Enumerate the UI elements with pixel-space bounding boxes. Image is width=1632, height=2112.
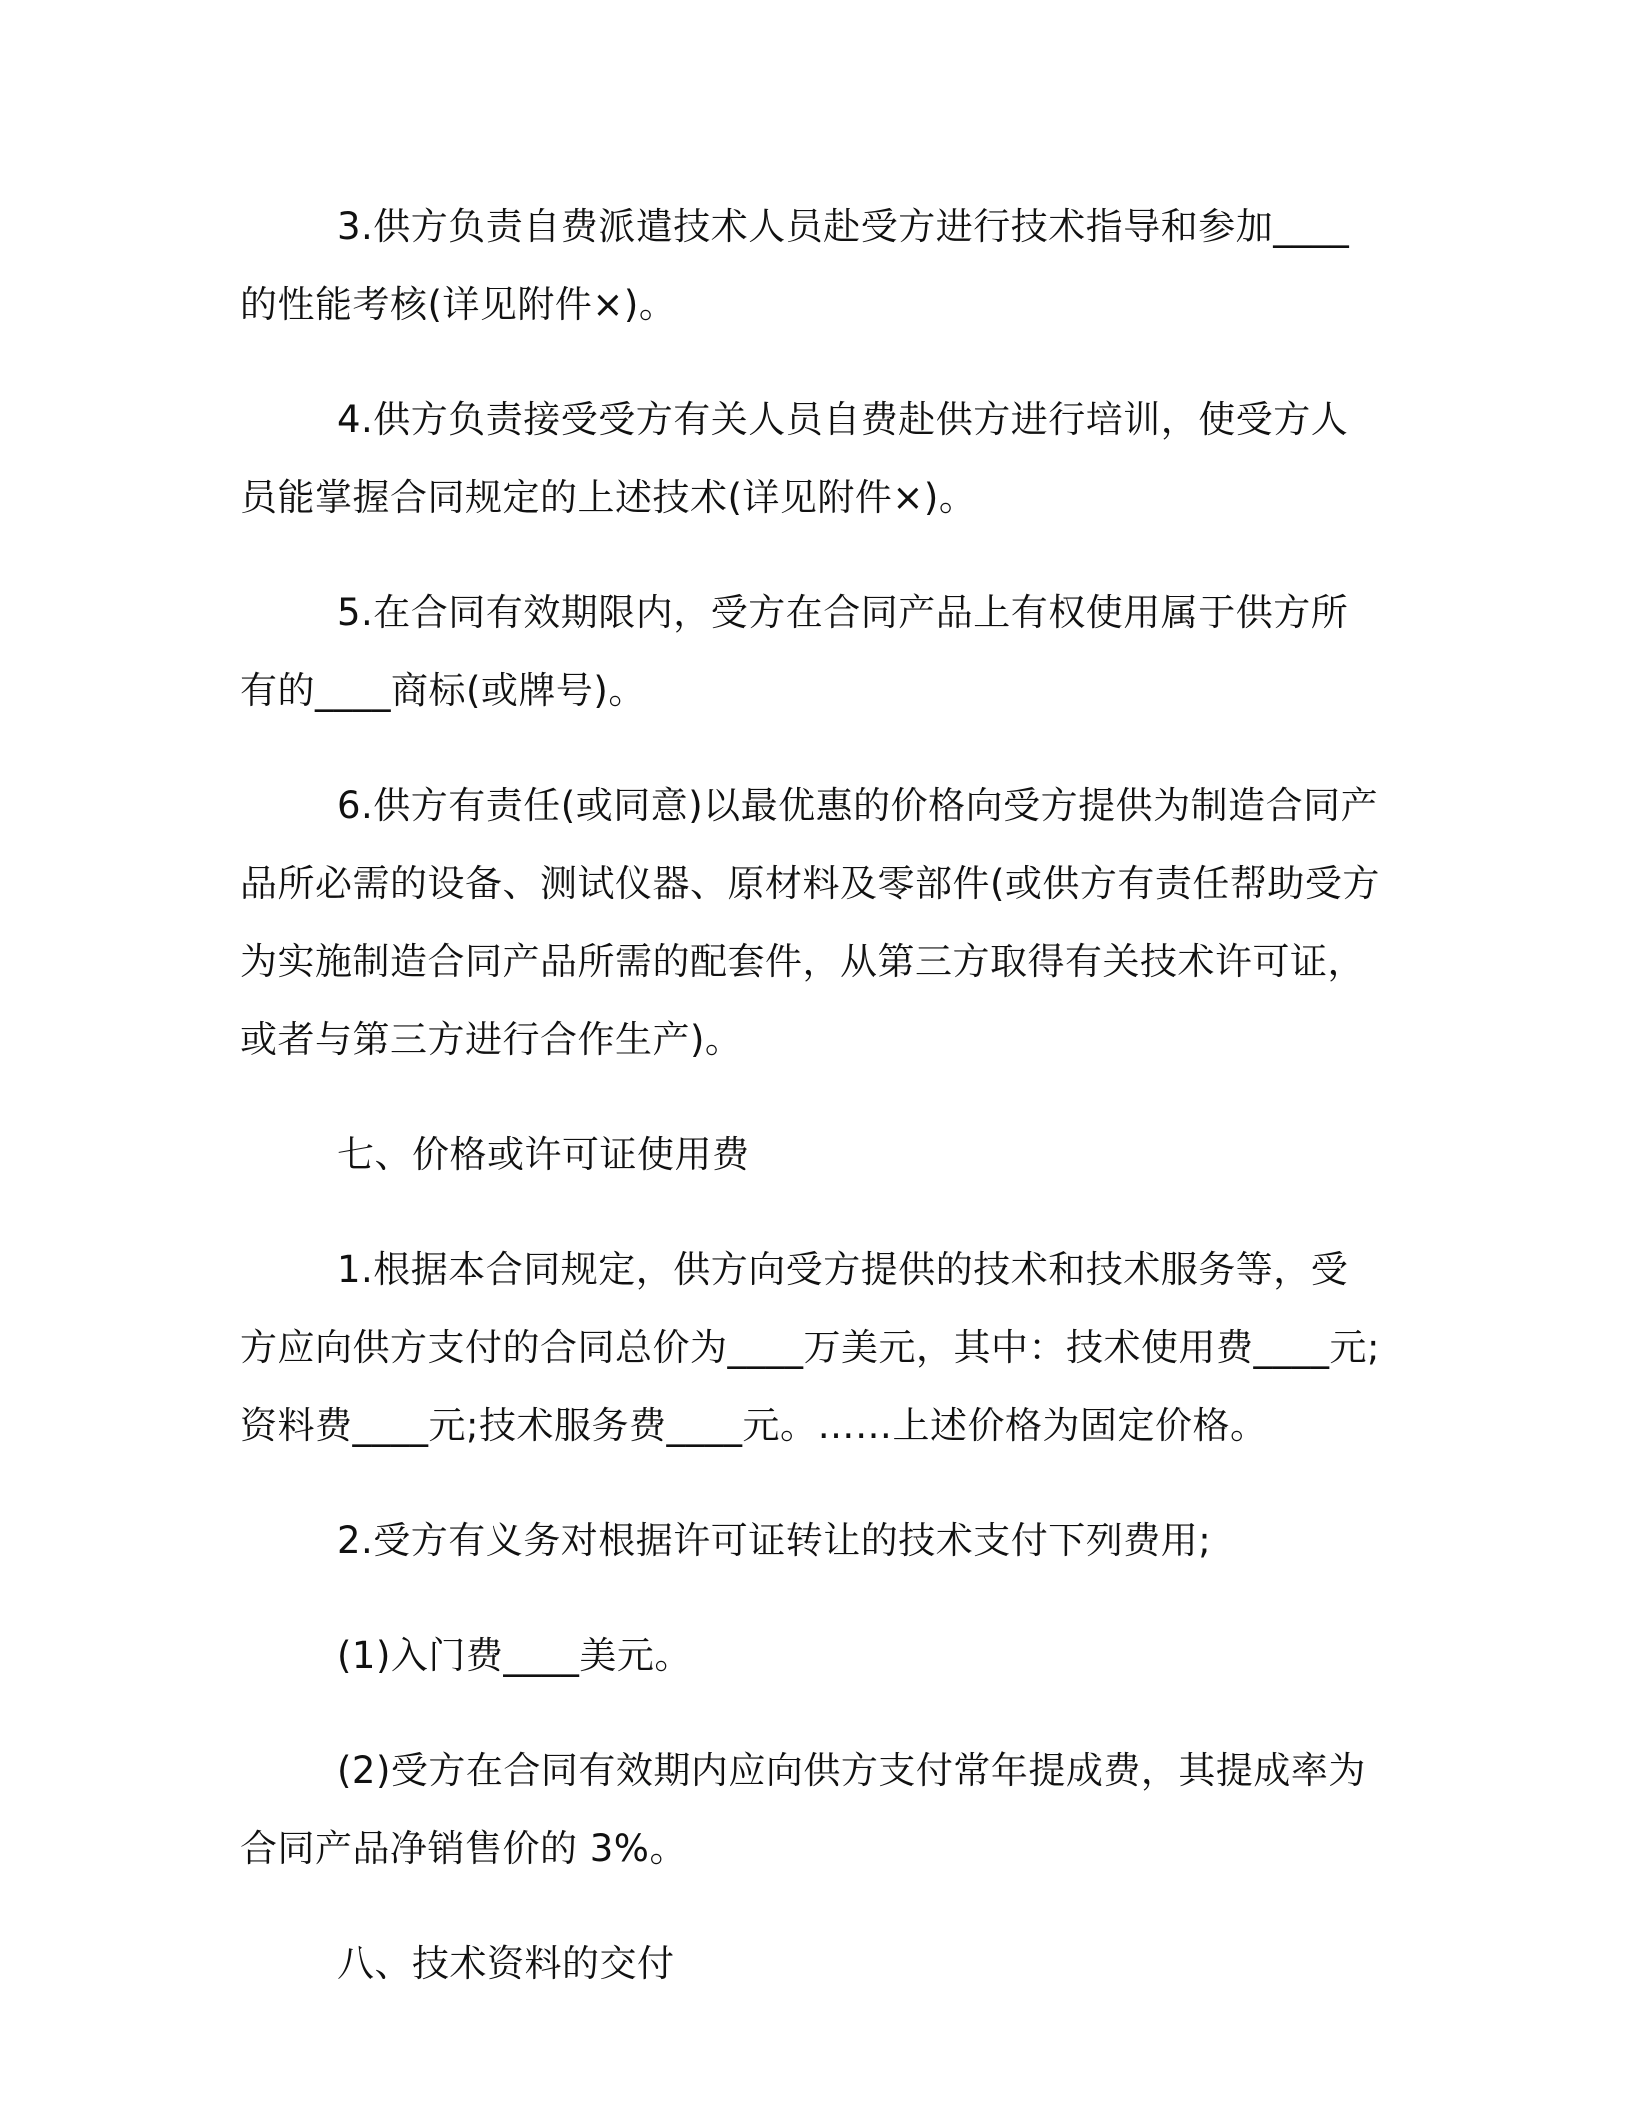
section-heading-delivery: 八、技术资料的交付: [337, 1942, 675, 1985]
section-heading-price: 七、价格或许可证使用费: [337, 1133, 750, 1176]
document-body: [240, 188, 1380, 2040]
price-clause-2: 2.受方有义务对根据许可证转让的技术支付下列费用;: [337, 1519, 1212, 1562]
price-clause-2-item-2: (2)受方在合同有效期内应向供方支付常年提成费，其提成率为合同产品净销售价的 3%。: [240, 1749, 1366, 1870]
clause-5: 5.在合同有效期限内，受方在合同产品上有权使用属于供方所有的____商标(或牌号)。: [240, 591, 1349, 712]
price-clause-1: 1.根据本合同规定，供方向受方提供的技术和技术服务等，受方应向供方支付的合同总价为____万美元，其中：技术使用费____元;资料费____元;技术服务费____元。……上述价格为固定价格。: [240, 1248, 1380, 1447]
clause-3: 3.供方负责自费派遣技术人员赴受方进行技术指导和参加____的性能考核(详见附件×)。: [240, 205, 1350, 326]
clause-4: 4.供方负责接受受方有关人员自费赴供方进行培训，使受方人员能掌握合同规定的上述技术(详见附件×)。: [240, 398, 1349, 519]
clause-6: 6.供方有责任(或同意)以最优惠的价格向受方提供为制造合同产品所必需的设备、测试仪器、原材料及零部件(或供方有责任帮助受方为实施制造合同产品所需的配套件，从第三方取得有关技术许可证，或者与第三方进行合作生产)。: [240, 784, 1380, 1061]
price-clause-2-item-1: (1)入门费____美元。: [337, 1634, 692, 1677]
